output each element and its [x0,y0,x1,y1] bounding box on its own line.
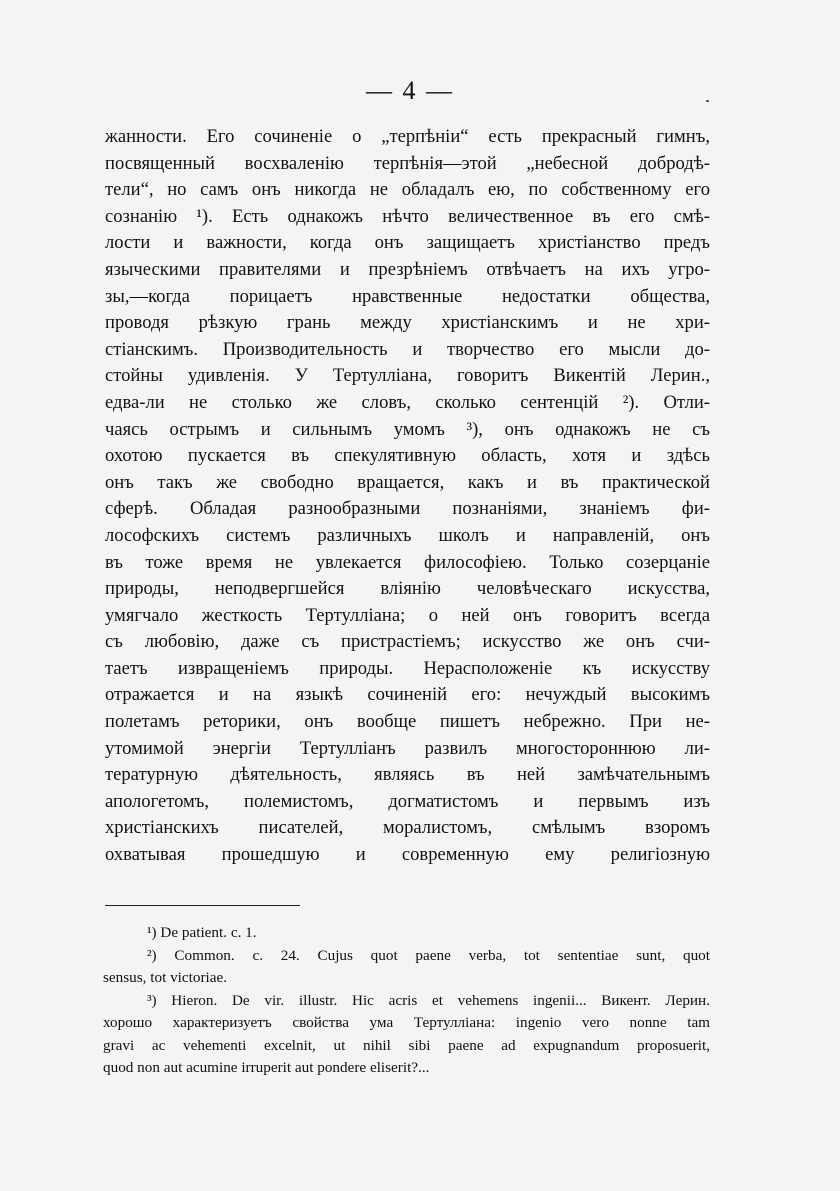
text-line: жанности. Его сочиненіе о „терпѣніи“ есть прекрасный гимнъ, [105,126,710,147]
text-line: тературную дѣятельность, являясь въ ней замѣчательнымъ [105,764,710,786]
text-line: умягчало жесткость Тертулліана; о ней онъ говоритъ всегда [105,604,710,626]
footnote-3-continued: хорошо характеризуетъ свойства ума Тертулліана: ingenio vero nonne tam [103,1014,710,1031]
footnote-2-continued: sensus, tot victoriae. [103,969,228,986]
page-number: — 4 — [366,76,454,105]
text-line: съ любовію, даже съ пристрастіемъ; искусство же онъ счи- [105,631,710,653]
text-line: отражается и на языкѣ сочиненій его: нечуждый высокимъ [105,684,710,706]
text-line: сознанію ¹). Есть однакожъ нѣчто величественное въ его смѣ- [105,205,710,227]
text-line: природы, неподвергшейся вліянію человѣческаго искусства, [105,578,710,600]
text-line: тели“, но самъ онъ никогда не обладалъ ею, по собственному его [105,179,710,201]
footnote-1: ¹) De patient. c. 1. [147,924,257,941]
text-line: лости и важности, когда онъ защищаетъ христіанство предъ [105,232,710,254]
text-line: полетамъ реторики, онъ вообще пишетъ небрежно. При не- [105,711,710,733]
footnote-2: ²) Common. c. 24. Cujus quot paene verba, tot sententiae sunt, quot [147,946,710,964]
footnote-3: ³) Hieron. De vir. illustr. Hic acris et vehemens ingenii... Викент. Лерин. [147,991,710,1009]
footnote-divider [105,905,300,906]
text-line: онъ такъ же свободно вращается, какъ и въ практической [105,471,710,493]
text-line: охотою пускается въ спекулятивную область, хотя и здѣсь [105,445,710,467]
text-line: стойны удивленія. У Тертулліана, говоритъ Викентій Лерин., [105,365,710,387]
footnote-3-continued: gravi ac vehementi excelnit, ut nihil sibi paene ad expugnandum proposuerit, [103,1036,710,1054]
text-line: чаясь острымъ и сильнымъ умомъ ³), онъ однакожъ не съ [105,418,710,440]
text-line: сферѣ. Обладая разнообразными познаніями, знаніемъ фи- [105,498,710,520]
text-line: христіанскихъ писателей, моралистомъ, смѣлымъ взоромъ [105,817,710,839]
text-line: едва-ли не столько же словъ, сколько сентенцій ²). Отли- [105,391,710,413]
footnote-3-continued: quod non aut acumine irruperit aut pondere eliserit?... [103,1059,430,1076]
text-line: апологетомъ, полемистомъ, догматистомъ и первымъ изъ [105,790,710,812]
main-text [105,124,710,869]
text-line: лософскихъ системъ различныхъ школъ и направленій, онъ [105,524,710,546]
text-line: посвященный восхваленію терпѣнія—этой „небесной добродѣ- [105,152,710,174]
print-speck [706,100,709,102]
text-line: охватывая прошедшую и современную ему религіозную [105,844,710,866]
text-line: языческими правителями и презрѣніемъ отвѣчаетъ на ихъ угро- [105,258,710,280]
text-line: утомимой энергіи Тертулліанъ развилъ многостороннюю ли- [105,737,710,759]
text-line: таетъ извращеніемъ природы. Нерасположеніе къ искусству [105,657,710,679]
text-line: зы,—когда порицаетъ нравственные недостатки общества, [105,285,710,307]
text-line: въ тоже время не увлекается философіею. Только созерцаніе [105,551,710,573]
text-line: проводя рѣзкую грань между христіанскимъ и не хри- [105,312,710,334]
footnotes [103,922,710,1080]
text-line: стіанскимъ. Производительность и творчество его мысли до- [105,338,710,360]
